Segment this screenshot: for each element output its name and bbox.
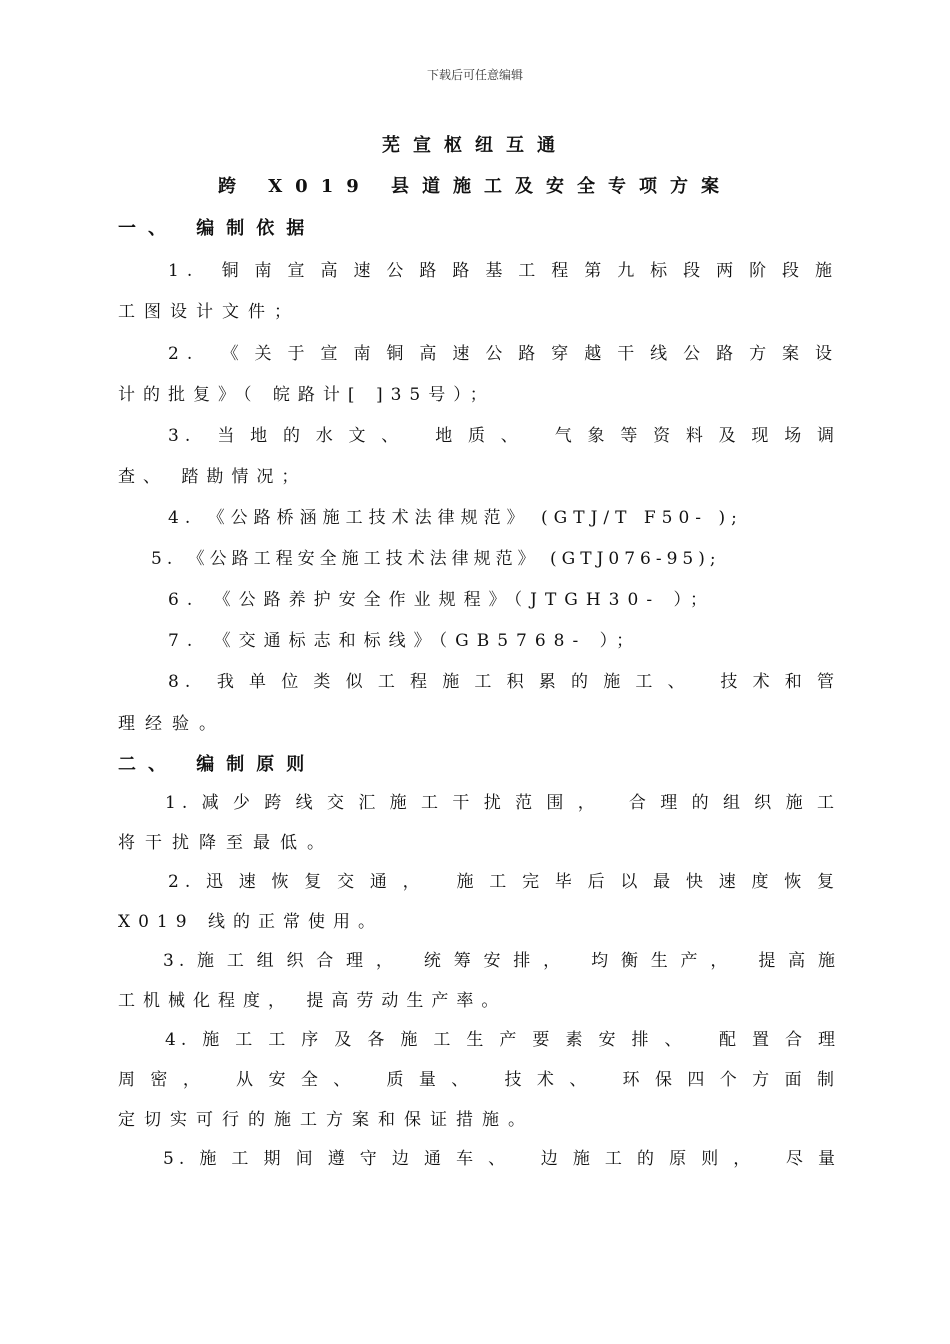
body-line: 工机械化程度， 提高劳动生产率。 [118, 991, 507, 1011]
section-heading-1: 一、 编制依据 [118, 218, 317, 239]
doc-subtitle: 跨 X019 县道施工及安全专项方案 [217, 176, 733, 197]
body-line: 2. 《关于宣南铜高速公路穿越干线公路方案设 [168, 344, 840, 364]
body-line: 2.迅速恢复交通， 施工完毕后以最快速度恢复 [168, 872, 840, 892]
body-line: 7. 《交通标志和标线》（GB5768- ）； [168, 631, 642, 651]
body-line: 3. 当地的水文、 地质、 气象等资料及现场调 [168, 426, 840, 446]
body-line: 5.施工期间遵守边通车、 边施工的原则， 尽量 [163, 1149, 840, 1169]
body-line: 4. 《公路桥涵施工技术法律规范》 (GTJ/T F50- ); [168, 508, 743, 528]
body-line: 1. 铜南宣高速公路路基工程第九标段两阶段施 [168, 261, 840, 281]
doc-title: 芜宣枢纽互通 [382, 135, 568, 156]
page-header: 下载后可任意编辑 [426, 68, 523, 82]
body-line: 5. 《公路工程安全施工技术法律规范》 (GTJ076-95); [151, 549, 721, 569]
body-line: X019 线的正常使用。 [118, 912, 383, 932]
body-line: 将干扰降至最低。 [118, 833, 334, 853]
body-line: 工图设计文件； [118, 302, 300, 322]
section-heading-2: 二、 编制原则 [118, 754, 317, 775]
body-line: 查、 踏勘情况； [118, 467, 307, 487]
body-line: 4.施工工序及各施工生产要素安排、 配置合理 [165, 1030, 840, 1050]
body-line: 理经验。 [118, 714, 226, 734]
body-line: 8. 我单位类似工程施工积累的施工、 技术和管 [168, 672, 840, 692]
body-line: 计的批复》（ 皖路计[ ]35号）； [118, 385, 495, 405]
body-line: 6. 《公路养护安全作业规程》（JTGH30- ）； [168, 590, 715, 610]
body-line: 1.减少跨线交汇施工干扰范围， 合理的组织施工 [165, 793, 840, 813]
body-line: 3.施工组织合理， 统筹安排， 均衡生产， 提高施 [163, 951, 840, 971]
body-line: 周密， 从安全、 质量、 技术、 环保四个方面制 [118, 1070, 840, 1090]
body-line: 定切实可行的施工方案和保证措施。 [118, 1110, 534, 1130]
